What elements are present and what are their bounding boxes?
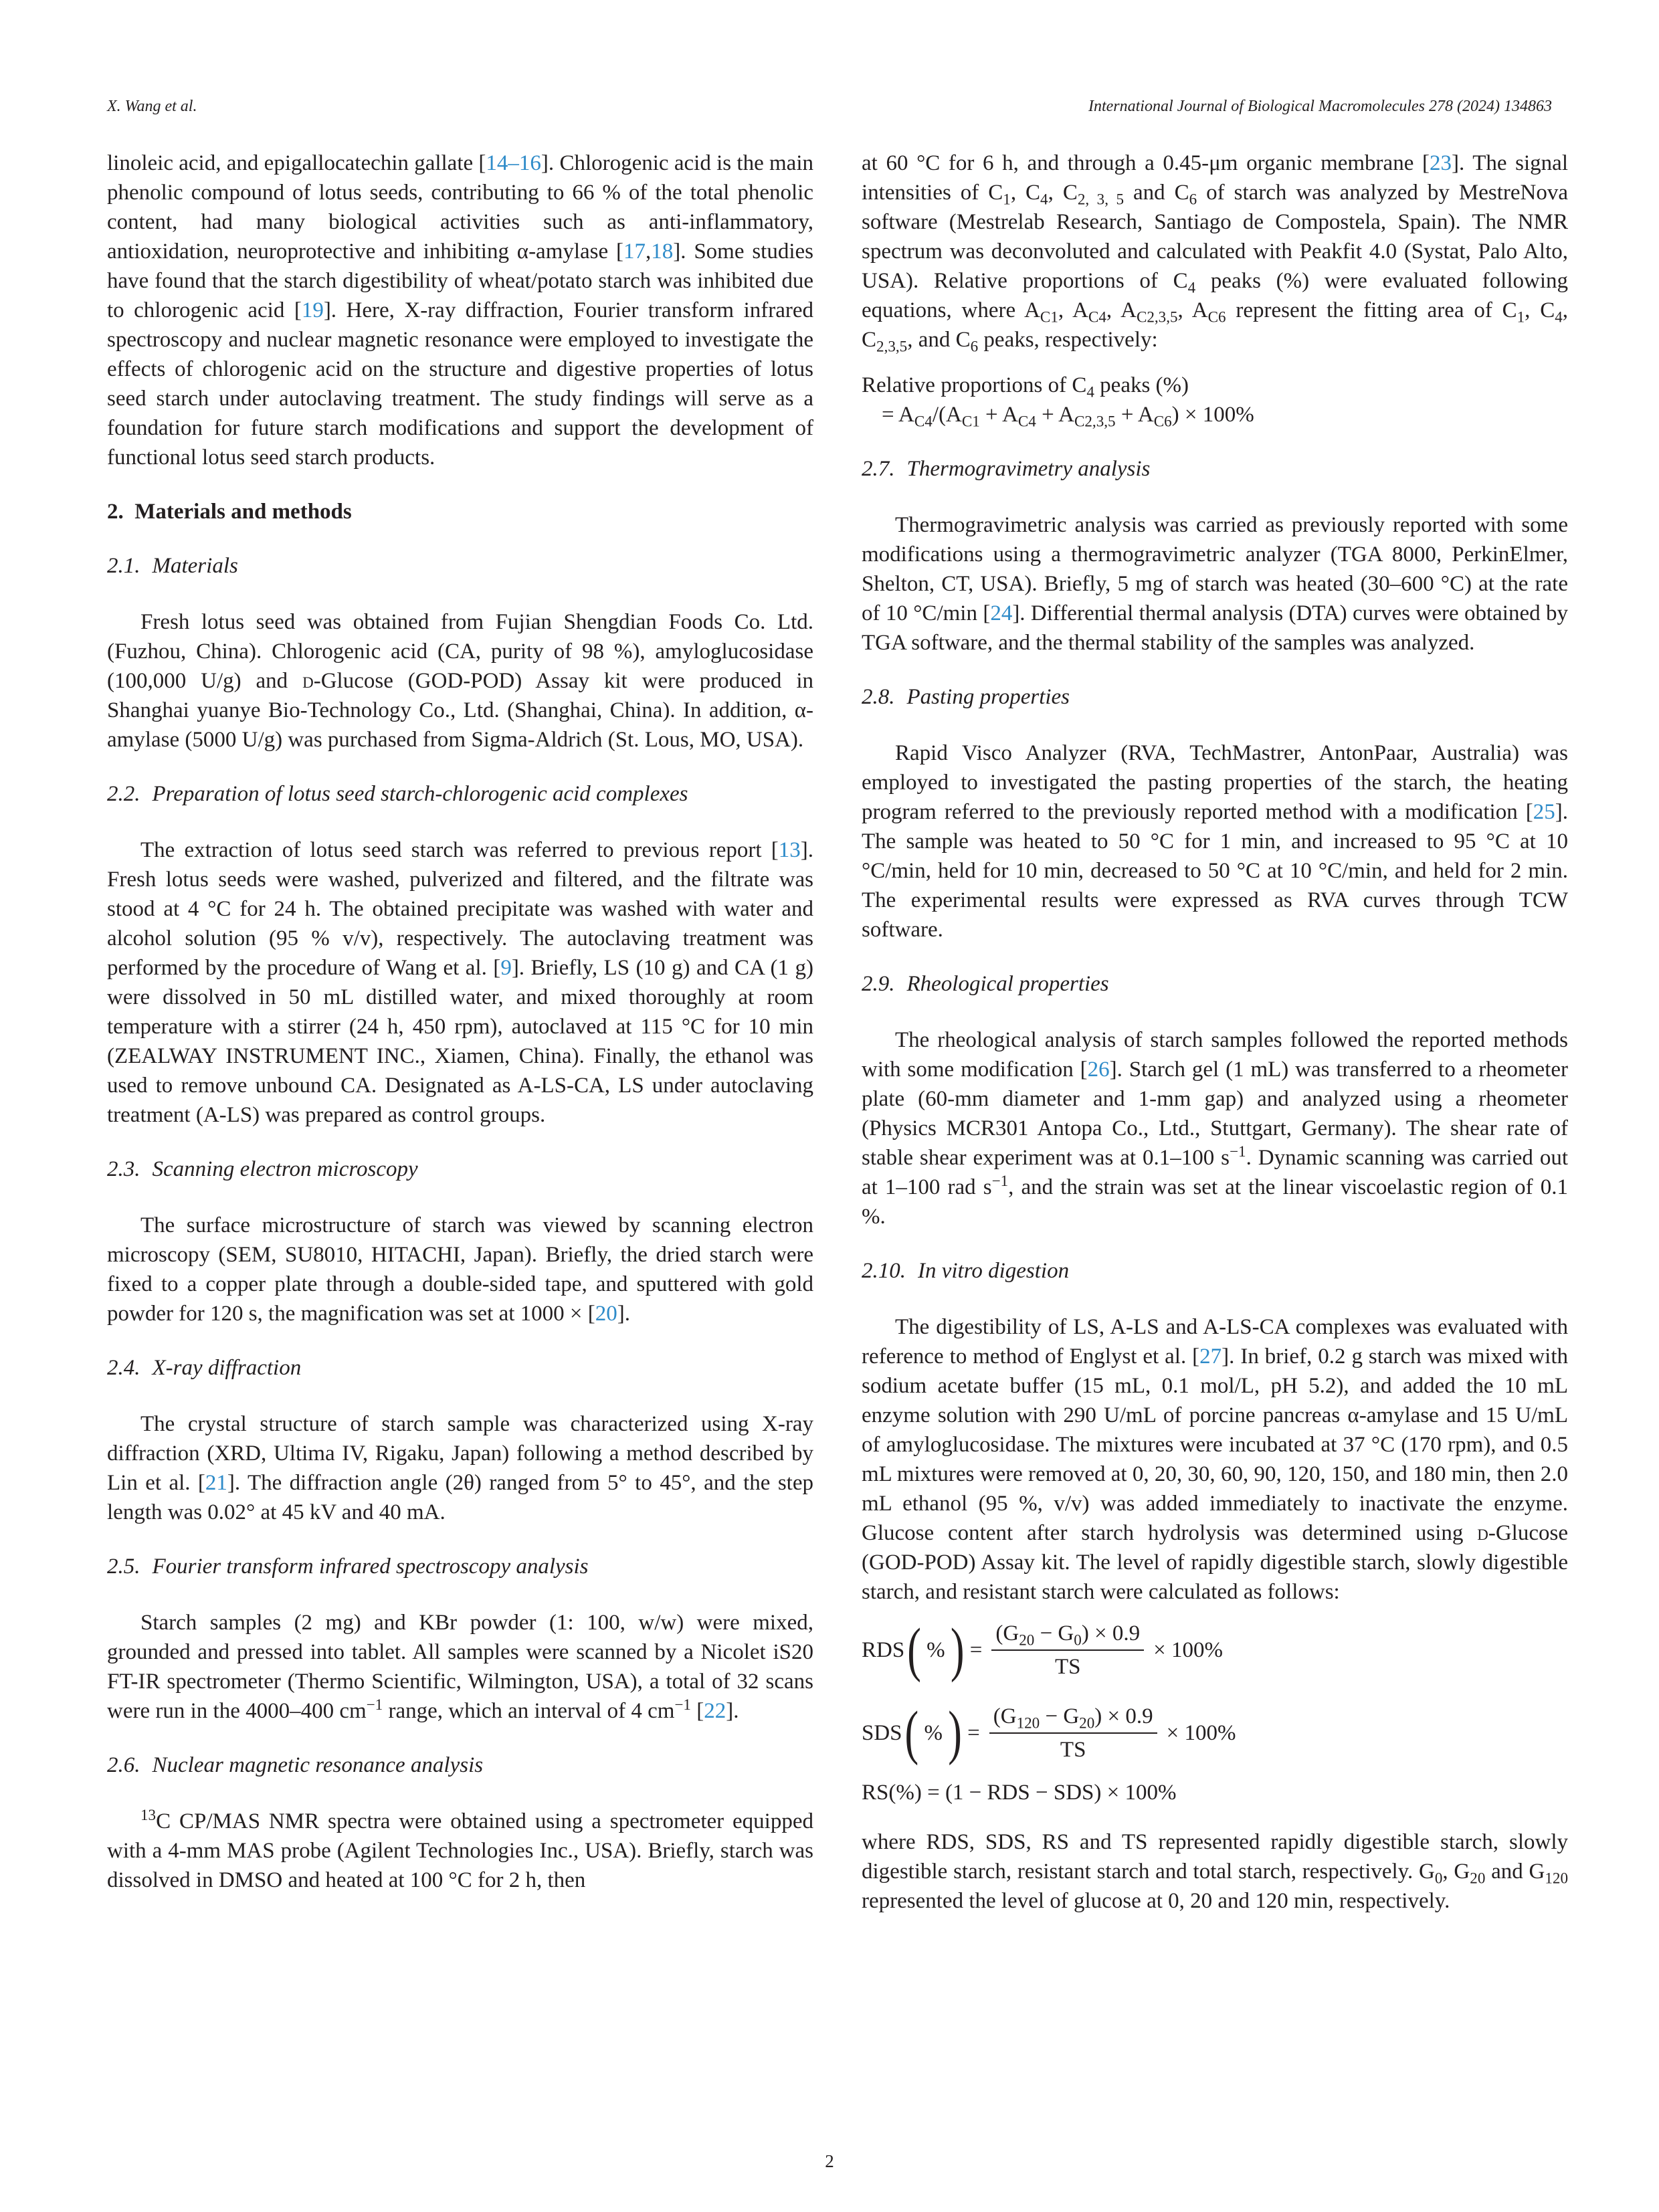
citation-link[interactable]: 20 [595,1302,617,1326]
equation-rs: RS(%) = (1 − RDS − SDS) × 100% [862,1781,1177,1805]
sem-paragraph: The surface microstructure of starch was viewed by scanning electron microscopy (SEM, SU8010, HITACHI, Japan). Briefly, the dried starch were fixed to a copper plate through a double-sided tape, and sputtered with gold powder for 120 s, the magnification was set at 1000 × [20]. [107,1213,813,1326]
subsection-heading-xrd: 2.4. X-ray diffraction [107,1356,302,1380]
running-header-journal: International Journal of Biological Macromolecules 278 (2024) 134863 [1088,98,1552,115]
digestion-paragraph: The digestibility of LS, A-LS and A-LS-CA complexes was evaluated with reference to method of Englyst et al. [27]. In brief, 0.2 g starch was mixed with sodium acetate buffer (15 mL, 0.1 mol/L, pH 5.2), and added the 10 mL enzyme solution with 290 U/mL of porcine pancreas α-amylase and 15 U/mL of amyloglucosidase. The mixtures were incubated at 37 °C (170 rpm), and 0.5 mL mixtures were removed at 0, 20, 30, 60, 90, 120, 150, and 180 min, then 2.0 mL ethanol (95 %, v/v) was added immediately to inactivate the enzyme. Glucose content after starch hydrolysis was determined using d-Glucose (GOD-POD) Assay kit. The level of rapidly digestible starch, slowly digestible starch, and resistant starch were calculated as follows: [862,1315,1568,1604]
citation-link[interactable]: 22 [704,1699,726,1723]
nmr-paragraph-continued: at 60 °C for 6 h, and through a 0.45-μm organic membrane [23]. The signal intensities of $C_1$, $C_4$, $C_{2, 3, 5}$ and $C_6$ of starch was analyzed by MestreNova software (Mestrelab Research, Santiago de Compostela, Spain). The NMR spectrum was deconvoluted and calculated with Peakfit 4.0 (Systat, Palo Alto, USA). Relative proportions of $C_4$ peaks (%) were evaluated following equations, where $A_{C1}$, $A_{C4}$, $A_{C2,3,5}$, $A_{C6}$ represent the fitting area of $C_1$, $C_4$, $C_{2,3,5}$, and $C_6$ peaks, respectively: [862,151,1569,355]
citation-link[interactable]: 9 [500,956,512,980]
subsection-heading-ftir: 2.5. Fourier transform infrared spectroscopy analysis [107,1554,589,1579]
materials-paragraph: Fresh lotus seed was obtained from Fujian Shengdian Foods Co. Ltd. (Fuzhou, China). Chlorogenic acid (CA, purity of 98 %), amyloglucosidase (100,000 U/g) and d-Glucose (GOD-POD) Assay kit were produced in Shanghai yuanye Bio-Technology Co., Ltd. (Shanghai, China). In addition, α-amylase (5000 U/g) was purchased from Sigma-Aldrich (St. Lous, MO, USA). [107,610,813,752]
left-column [107,148,813,1895]
subsection-heading-materials: 2.1. Materials [107,554,238,578]
subsection-heading-sem: 2.3. Scanning electron microscopy [107,1157,418,1181]
citation-link[interactable]: 13 [778,838,801,862]
rheology-paragraph: The rheological analysis of starch samples followed the reported methods with some modification [26]. Starch gel (1 mL) was transferred to a rheometer plate (60-mm diameter and 1-mm gap) and analyzed using a rheometer (Physics MCR301 Antopa Co., Ltd., Stuttgart, Germany). The shear rate of stable shear experiment was at 0.1–100 $s^{-1}$. Dynamic scanning was carried out at 1–100 rad $s^{-1}$, and the strain was set at the linear viscoelastic region of 0.1 %. [862,1028,1569,1229]
subsection-heading-pasting: 2.8. Pasting properties [862,685,1070,709]
equation-sds: SDS ( % ) = $\frac{(G_{120} - G_{20}) \times 0.9}{TS}$ × 100% [862,1700,1236,1767]
ftir-paragraph: Starch samples (2 mg) and KBr powder (1: 100, w/w) were mixed, grounded and pressed into tablet. All samples were scanned by a Nicolet iS20 FT-IR spectrometer (Thermo Scientific, Wilmington, USA), a total of 32 scans were run in the 4000–400 $cm^{-1}$ range, which an interval of 4 $cm^{-1}$ [22]. [107,1611,813,1723]
subsection-heading-nmr: 2.6. Nuclear magnetic resonance analysis [107,1753,484,1777]
preparation-paragraph: The extraction of lotus seed starch was referred to previous report [13]. Fresh lotus seeds were washed, pulverized and filtered, and the filtrate was stood at 4 °C for 24 h. The obtained precipitate was washed with water and alcohol solution (95 % v/v), respectively. The autoclaving treatment was performed by the procedure of Wang et al. [9]. Briefly, LS (10 g) and CA (1 g) were dissolved in 50 mL distilled water, and mixed thoroughly at room temperature with a stirrer (24 h, 450 rpm), autoclaved at 115 °C for 10 min (ZEALWAY INSTRUMENT INC., Xiamen, China). Finally, the ethanol was used to remove unbound CA. Designated as A-LS-CA, LS under autoclaving treatment (A-LS) was prepared as control groups. [107,838,813,1127]
citation-link[interactable]: 21 [205,1471,227,1495]
right-column [862,148,1568,1916]
citation-link[interactable]: 24 [990,601,1013,625]
equation-relative-proportion: Relative proportions of $C_4$ peaks (%) = $A_{C4}/(A_{C1} + A_{C4} + A_{C2,3,5} + A_{C6}) \times 100\%$ [862,373,1254,430]
citation-link[interactable]: 26 [1087,1058,1110,1082]
citation-link[interactable]: 14–16 [486,151,541,175]
nmr-paragraph: $^{13}$C CP/MAS NMR spectra were obtained using a spectrometer equipped with a 4-mm MAS probe (Agilent Technologies Inc., USA). Briefly, starch was dissolved in DMSO and heated at 100 °C for 2 h, then [107,1806,813,1892]
citation-link[interactable]: 19 [301,298,324,322]
section-heading-materials-methods: 2. Materials and methods [107,500,352,524]
citation-link[interactable]: 27 [1199,1344,1222,1369]
pasting-paragraph: Rapid Visco Analyzer (RVA, TechMastrer, AntonPaar, Australia) was employed to investigated the pasting properties of the starch, the heating program referred to the previously reported method with a modification [25]. The sample was heated to 50 °C for 1 min, and increased to 95 °C at 10 °C/min, held for 10 min, decreased to 50 °C at 10 °C/min, and held for 2 min. The experimental results were expressed as RVA curves through TCW software. [862,741,1568,942]
subsection-heading-tga: 2.7. Thermogravimetry analysis [862,457,1151,481]
equation-rds: RDS ( % ) = $\frac{(G_{20} - G_0) \times 0.9}{TS}$ × 100% [862,1617,1224,1684]
tga-paragraph: Thermogravimetric analysis was carried as previously reported with some modifications using a thermogravimetric analyzer (TGA 8000, PerkinElmer, Shelton, CT, USA). Briefly, 5 mg of starch was heated (30–600 °C) at the rate of 10 °C/min [24]. Differential thermal analysis (DTA) curves were obtained by TGA software, and the thermal stability of the samples was analyzed. [862,513,1568,655]
citation-link[interactable]: 17 [623,239,646,264]
citation-link[interactable]: 18 [651,239,674,264]
subsection-heading-digestion: 2.10. In vitro digestion [862,1259,1070,1283]
intro-paragraph: linoleic acid, and epigallocatechin gallate [14–16]. Chlorogenic acid is the main phenolic compound of lotus seeds, contributing to 66 % of the total phenolic content, had many biological activities such as anti-inflammatory, antioxidation, neuroprotective and inhibiting α-amylase [17,18]. Some studies have found that the starch digestibility of wheat/potato starch was inhibited due to chlorogenic acid [19]. Here, X-ray diffraction, Fourier transform infrared spectroscopy and nuclear magnetic resonance were employed to investigate the effects of chlorogenic acid on the structure and digestive properties of lotus seed starch under autoclaving treatment. The study findings will serve as a foundation for future starch modifications and support the development of functional lotus seed starch products. [107,151,813,470]
page-number: 2 [825,2151,834,2171]
running-header-authors: X. Wang et al. [107,98,197,115]
xrd-paragraph: The crystal structure of starch sample was characterized using X-ray diffraction (XRD, Ultima IV, Rigaku, Japan) following a method described by Lin et al. [21]. The diffraction angle (2θ) ranged from 5° to 45°, and the step length was 0.02° at 45 kV and 40 mA. [107,1412,814,1524]
citation-link[interactable]: 25 [1533,800,1555,824]
subsection-heading-rheology: 2.9. Rheological properties [862,972,1109,996]
citation-link[interactable]: 23 [1429,151,1452,175]
digestion-definitions-paragraph: where RDS, SDS, RS and TS represented rapidly digestible starch, slowly digestible starch, resistant starch and total starch, respectively. $G_0$, $G_{20}$ and $G_{120}$ represented the level of glucose at 0, 20 and 120 min, respectively. [862,1830,1568,1913]
subsection-heading-preparation: 2.2. Preparation of lotus seed starch-chlorogenic acid complexes [107,782,688,806]
